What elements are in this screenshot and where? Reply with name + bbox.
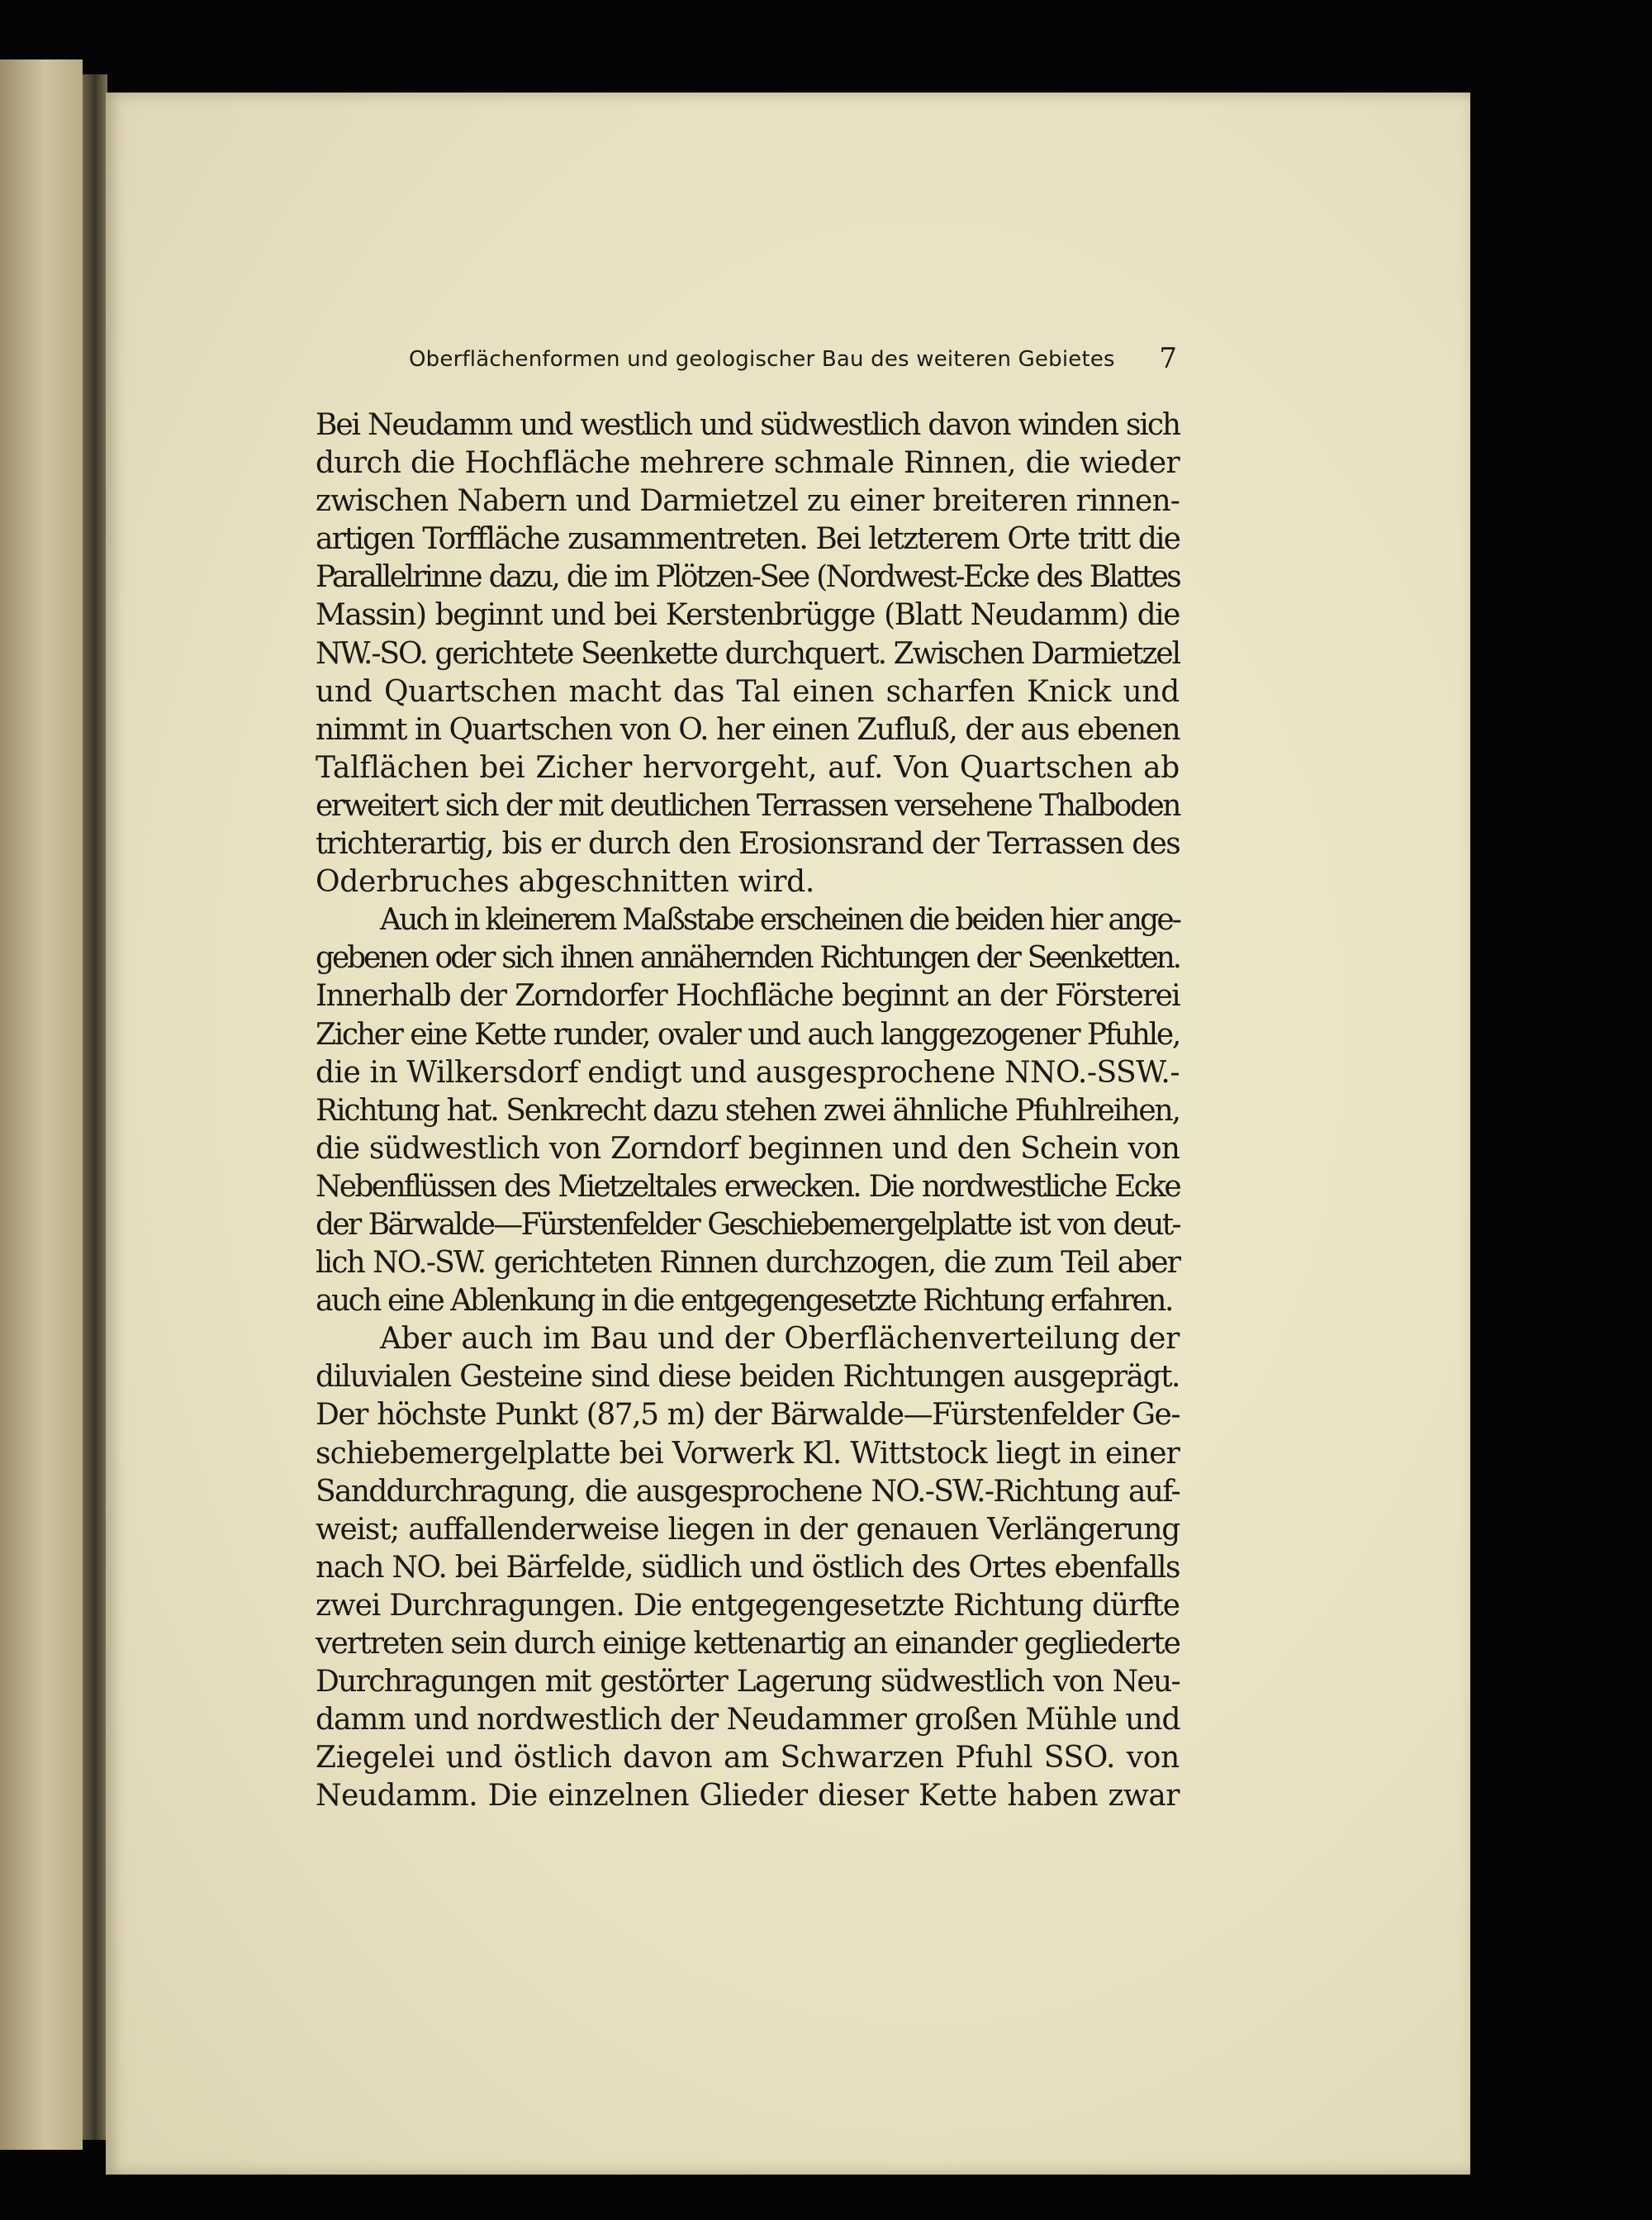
text-line: trichterartig, bis er durch den Erosionsrand der Terrassen des	[316, 827, 1180, 862]
text-line: gebenen oder sich ihnen annähernden Richtungen der Seenketten.	[316, 941, 1180, 976]
text-line: lich NO.-SW. gerichteten Rinnen durchzogen, die zum Teil aber	[316, 1246, 1180, 1281]
book-gutter	[83, 74, 107, 2140]
paragraph-3	[316, 1320, 1180, 1815]
text-line: Aber auch im Bau und der Oberflächenverteilung der	[380, 1322, 1180, 1357]
text-line: Sanddurchragung, die ausgesprochene NO.-SW.-Richtung auf-	[316, 1474, 1180, 1509]
page-number: 7	[1159, 342, 1177, 375]
text-line: Ziegelei und östlich davon am Schwarzen Pfuhl SSO. von	[316, 1741, 1180, 1776]
text-line: vertreten sein durch einige kettenartig an einander gegliederte	[316, 1627, 1180, 1661]
text-line: nimmt in Quartschen von O. her einen Zufluß, der aus ebenen	[316, 712, 1180, 747]
text-line: Zicher eine Kette runder, ovaler und auch langgezogener Pfuhle,	[316, 1017, 1180, 1052]
text-line: nach NO. bei Bärfelde, südlich und östlich des Ortes ebenfalls	[316, 1550, 1180, 1585]
text-line: und Quartschen macht das Tal einen scharfen Knick und	[316, 674, 1180, 709]
text-line: Nebenflüssen des Mietzeltales erwecken. Die nordwestliche Ecke	[316, 1169, 1180, 1204]
text-line: auch eine Ablenkung in die entgegengesetzte Richtung erfahren.	[316, 1284, 1172, 1319]
text-line: der Bärwalde—Fürstenfelder Geschiebemergelplatte ist von deut-	[316, 1207, 1180, 1242]
text-line: NW.-SO. gerichtete Seenkette durchquert. Zwischen Darmietzel	[316, 636, 1180, 671]
text-line: Durchragungen mit gestörter Lagerung südwestlich von Neu-	[316, 1665, 1180, 1699]
text-line: durch die Hochfläche mehrere schmale Rinnen, die wieder	[316, 446, 1180, 481]
text-line: Oderbruches abgeschnitten wird.	[316, 865, 815, 900]
paragraph-2	[316, 901, 1180, 1320]
text-line: weist; auffallenderweise liegen in der genauen Verlängerung	[316, 1512, 1180, 1547]
text-line: Innerhalb der Zorndorfer Hochfläche beginnt an der Försterei	[316, 979, 1180, 1014]
text-line: schiebemergelplatte bei Vorwerk Kl. Wittstock liegt in einer	[316, 1436, 1180, 1471]
text-line: erweitert sich der mit deutlichen Terrassen versehene Thalboden	[316, 788, 1180, 823]
text-line: Auch in kleinerem Maßstabe erscheinen die beiden hier ange-	[380, 903, 1180, 938]
text-line: die in Wilkersdorf endigt und ausgesprochene NNO.-SSW.-	[316, 1055, 1180, 1090]
text-line: Parallelrinne dazu, die im Plötzen-See (Nordwest-Ecke des Blattes	[316, 560, 1180, 595]
text-line: Neudamm. Die einzelnen Glieder dieser Kette haben zwar	[316, 1779, 1180, 1814]
text-line: diluvialen Gesteine sind diese beiden Richtungen ausgeprägt.	[316, 1360, 1180, 1395]
running-head	[301, 344, 1177, 377]
text-line: Richtung hat. Senkrecht dazu stehen zwei ähnliche Pfuhlreihen,	[316, 1093, 1180, 1128]
running-head-title: Oberflächenformen und geologischer Bau des weiteren Gebietes	[409, 347, 1115, 372]
text-line: zwischen Nabern und Darmietzel zu einer breiteren rinnen-	[316, 484, 1180, 519]
text-line: artigen Torffläche zusammentreten. Bei letzterem Orte tritt die	[316, 522, 1180, 557]
text-line: Massin) beginnt und bei Kerstenbrügge (Blatt Neudamm) die	[316, 598, 1180, 633]
text-line: Der höchste Punkt (87,5 m) der Bärwalde—Fürstenfelder Ge-	[316, 1398, 1180, 1433]
paragraph-1	[316, 406, 1180, 901]
text-line: Bei Neudamm und westlich und südwestlich davon winden sich	[316, 408, 1180, 442]
left-page-edge	[0, 59, 83, 2150]
text-line: zwei Durchragungen. Die entgegengesetzte Richtung dürfte	[316, 1588, 1180, 1623]
text-line: die südwestlich von Zorndorf beginnen und den Schein von	[316, 1131, 1180, 1166]
text-line: damm und nordwestlich der Neudammer großen Mühle und	[316, 1703, 1180, 1737]
body-text	[316, 406, 1180, 1815]
text-line: Talflächen bei Zicher hervorgeht, auf. Von Quartschen ab	[316, 750, 1180, 785]
